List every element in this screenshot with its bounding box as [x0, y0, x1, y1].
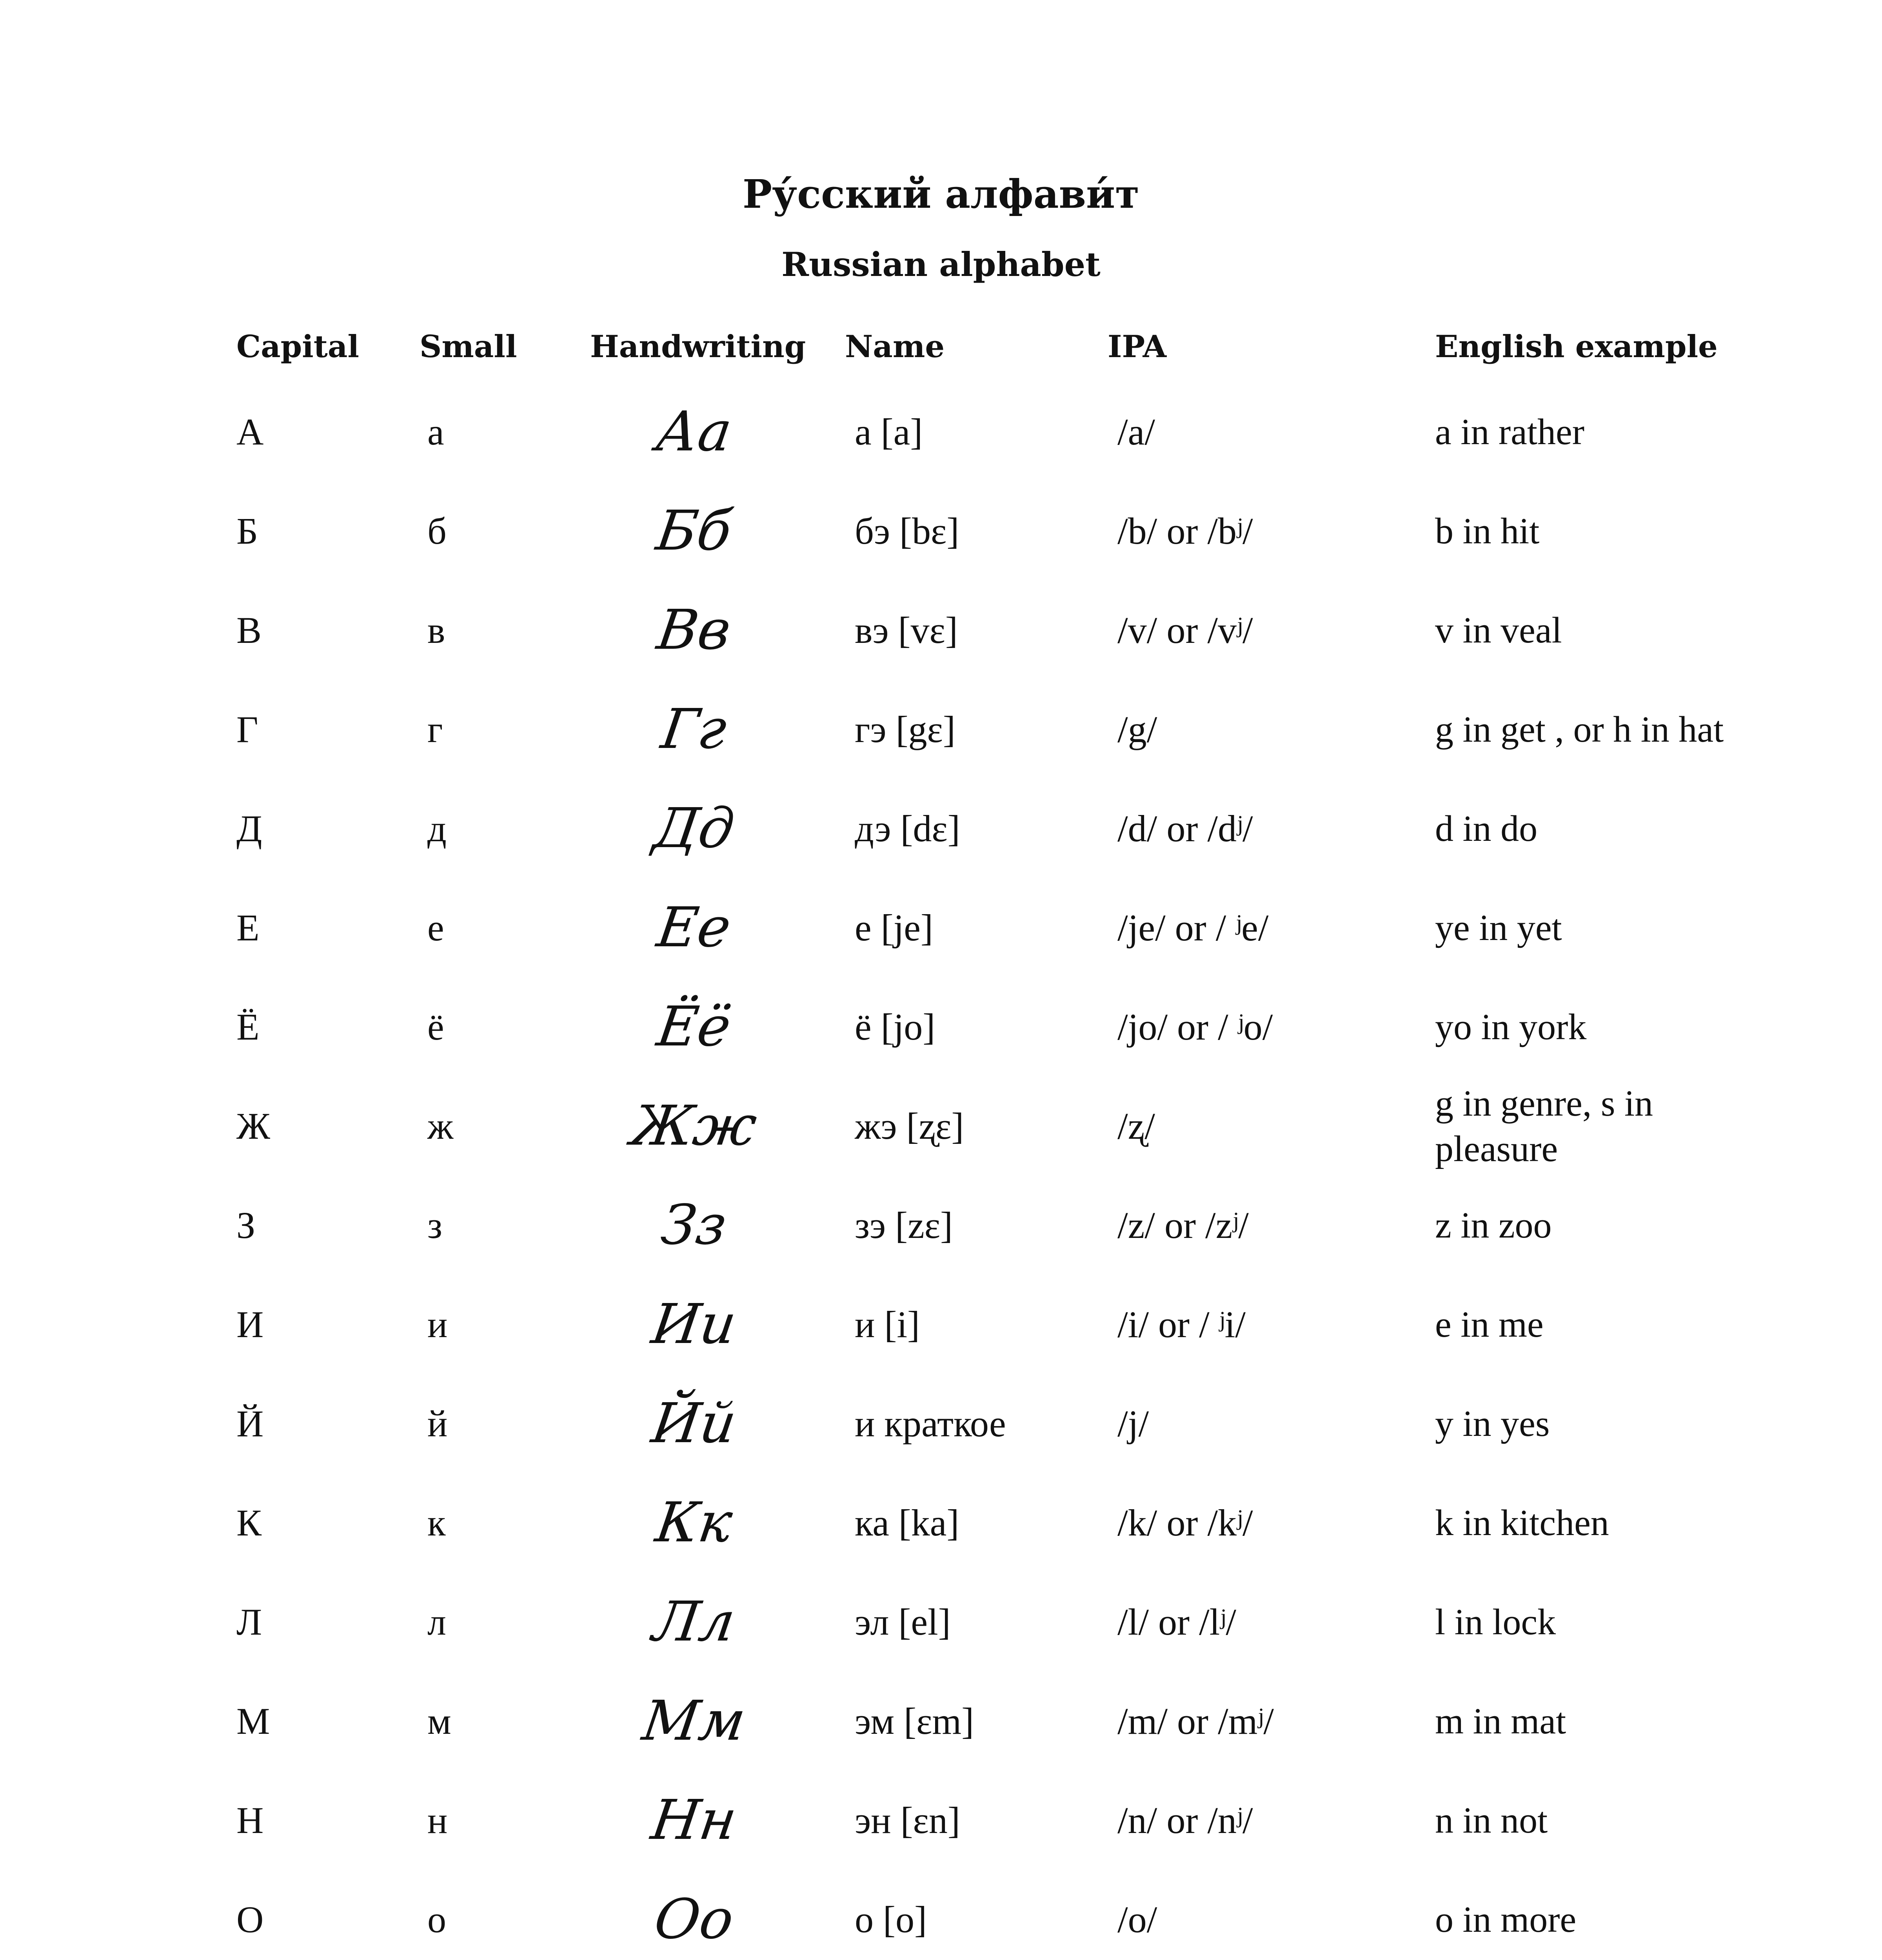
- letter-name: и [i]: [855, 1303, 920, 1345]
- capital-letter: Ж: [236, 1105, 271, 1147]
- small-letter: о: [427, 1898, 446, 1940]
- page-title: Ру́сский алфави́т: [742, 171, 1140, 217]
- handwriting-letter: Бб: [652, 499, 736, 563]
- handwriting-letter: Жж: [627, 1094, 761, 1158]
- english-example: l in lock: [1435, 1601, 1556, 1642]
- ipa-value: /v/ or /vʲ/: [1117, 609, 1253, 651]
- table-row: [0, 1870, 1882, 1960]
- capital-letter: В: [236, 609, 262, 651]
- ipa-value: /o/: [1117, 1898, 1157, 1940]
- letter-name: эм [ɛm]: [855, 1700, 974, 1742]
- handwriting-letter: Кк: [652, 1490, 736, 1555]
- ipa-value: /d/ or /dʲ/: [1117, 807, 1253, 849]
- english-example: m in mat: [1435, 1700, 1566, 1742]
- table-row: [0, 1275, 1882, 1374]
- ipa-value: /a/: [1117, 410, 1155, 453]
- letter-name: дэ [dɛ]: [855, 807, 960, 849]
- english-example: n in not: [1435, 1800, 1548, 1841]
- letter-name: эн [ɛn]: [855, 1799, 960, 1841]
- capital-letter: О: [236, 1898, 264, 1940]
- handwriting-letter: Дд: [650, 796, 738, 860]
- table-row: [0, 1473, 1882, 1572]
- handwriting-letter: Мм: [638, 1689, 750, 1753]
- ipa-value: /k/ or /kʲ/: [1117, 1501, 1253, 1544]
- english-example: z in zoo: [1435, 1205, 1552, 1246]
- table-row: [0, 680, 1882, 779]
- small-letter: ё: [427, 1005, 444, 1048]
- capital-letter: А: [236, 410, 264, 453]
- english-example: g in get , or h in hat: [1435, 709, 1724, 750]
- ipa-value: /jo/ or / ʲo/: [1117, 1005, 1273, 1048]
- capital-letter: Д: [236, 807, 262, 849]
- small-letter: б: [427, 510, 447, 552]
- english-example: b in hit: [1435, 510, 1540, 552]
- english-example: g in genre, s in pleasure: [1435, 1083, 1653, 1169]
- small-letter: и: [427, 1303, 448, 1345]
- handwriting-letter: Ёё: [653, 995, 735, 1059]
- english-example: e in me: [1435, 1304, 1544, 1345]
- handwriting-letter: Йй: [648, 1391, 740, 1455]
- capital-letter: Г: [236, 708, 258, 750]
- table-row: [0, 581, 1882, 680]
- handwriting-letter: Ии: [648, 1292, 740, 1356]
- english-example: d in do: [1435, 808, 1538, 849]
- table-row: [0, 977, 1882, 1076]
- letter-name: ё [jo]: [855, 1005, 936, 1048]
- letter-name: е [je]: [855, 906, 933, 949]
- english-example: ye in yet: [1435, 907, 1562, 948]
- letter-name: о [o]: [855, 1898, 927, 1940]
- ipa-value: /b/ or /bʲ/: [1117, 510, 1253, 552]
- letter-name: а [a]: [855, 410, 923, 453]
- small-letter: а: [427, 410, 444, 453]
- ipa-value: /ʐ/: [1117, 1105, 1155, 1147]
- capital-letter: Е: [236, 906, 260, 949]
- table-row: [0, 481, 1882, 581]
- small-letter: н: [427, 1799, 448, 1841]
- handwriting-letter: Зз: [657, 1193, 731, 1257]
- page-subtitle: Russian alphabet: [781, 245, 1101, 284]
- header-english-example: English example: [1435, 329, 1718, 365]
- header-handwriting: Handwriting: [590, 329, 806, 365]
- table-row: [0, 382, 1882, 481]
- letter-name: зэ [zɛ]: [855, 1204, 953, 1246]
- handwriting-letter: Оо: [650, 1887, 738, 1951]
- alphabet-table: [0, 382, 1882, 1960]
- small-letter: е: [427, 906, 444, 949]
- ipa-value: /z/ or /zʲ/: [1117, 1204, 1249, 1246]
- small-letter: м: [427, 1700, 451, 1742]
- capital-letter: К: [236, 1501, 262, 1544]
- table-row: [0, 1671, 1882, 1771]
- english-example: y in yes: [1435, 1403, 1550, 1444]
- handwriting-letter: Гг: [657, 697, 731, 761]
- letter-name: бэ [bɛ]: [855, 510, 959, 552]
- small-letter: к: [427, 1501, 446, 1544]
- handwriting-letter: Аа: [652, 399, 736, 464]
- capital-letter: Н: [236, 1799, 264, 1841]
- handwriting-letter: Вв: [653, 598, 735, 662]
- ipa-value: /m/ or /mʲ/: [1117, 1700, 1274, 1742]
- handwriting-letter: Нн: [647, 1788, 741, 1852]
- small-letter: г: [427, 708, 443, 750]
- letter-name: и краткое: [855, 1402, 1006, 1445]
- handwriting-letter: Лл: [649, 1590, 739, 1654]
- capital-letter: М: [236, 1700, 270, 1742]
- table-row: [0, 1374, 1882, 1473]
- table-row: [0, 1572, 1882, 1671]
- letter-name: гэ [gɛ]: [855, 708, 956, 750]
- table-row: [0, 779, 1882, 878]
- header-name: Name: [845, 329, 945, 365]
- small-letter: д: [427, 807, 447, 849]
- small-letter: в: [427, 609, 445, 651]
- capital-letter: Ё: [236, 1005, 260, 1048]
- table-row: [0, 878, 1882, 977]
- ipa-value: /n/ or /nʲ/: [1117, 1799, 1253, 1841]
- handwriting-letter: Ее: [653, 895, 735, 960]
- capital-letter: Б: [236, 510, 258, 552]
- small-letter: й: [427, 1402, 448, 1445]
- english-example: yo in york: [1435, 1006, 1587, 1047]
- letter-name: ка [ka]: [855, 1501, 959, 1544]
- letter-name: эл [el]: [855, 1601, 951, 1643]
- table-row: [0, 1176, 1882, 1275]
- ipa-value: /g/: [1117, 708, 1157, 750]
- header-ipa: IPA: [1108, 329, 1166, 365]
- capital-letter: Л: [236, 1601, 262, 1643]
- english-example: a in rather: [1435, 411, 1585, 452]
- ipa-value: /je/ or / ʲe/: [1117, 906, 1269, 949]
- ipa-value: /i/ or / ʲi/: [1117, 1303, 1246, 1345]
- small-letter: з: [427, 1204, 442, 1246]
- header-small: Small: [420, 329, 517, 365]
- letter-name: вэ [vɛ]: [855, 609, 958, 651]
- english-example: o in more: [1435, 1899, 1577, 1940]
- small-letter: л: [427, 1601, 446, 1643]
- capital-letter: Й: [236, 1402, 264, 1445]
- ipa-value: /j/: [1117, 1402, 1149, 1445]
- table-row: [0, 1771, 1882, 1870]
- small-letter: ж: [427, 1105, 454, 1147]
- capital-letter: З: [236, 1204, 256, 1246]
- english-example: v in veal: [1435, 610, 1562, 651]
- header-capital: Capital: [236, 329, 359, 365]
- capital-letter: И: [236, 1303, 264, 1345]
- english-example: k in kitchen: [1435, 1502, 1609, 1543]
- letter-name: жэ [ʐɛ]: [855, 1105, 964, 1147]
- ipa-value: /l/ or /lʲ/: [1117, 1601, 1236, 1643]
- table-row: [0, 1076, 1882, 1176]
